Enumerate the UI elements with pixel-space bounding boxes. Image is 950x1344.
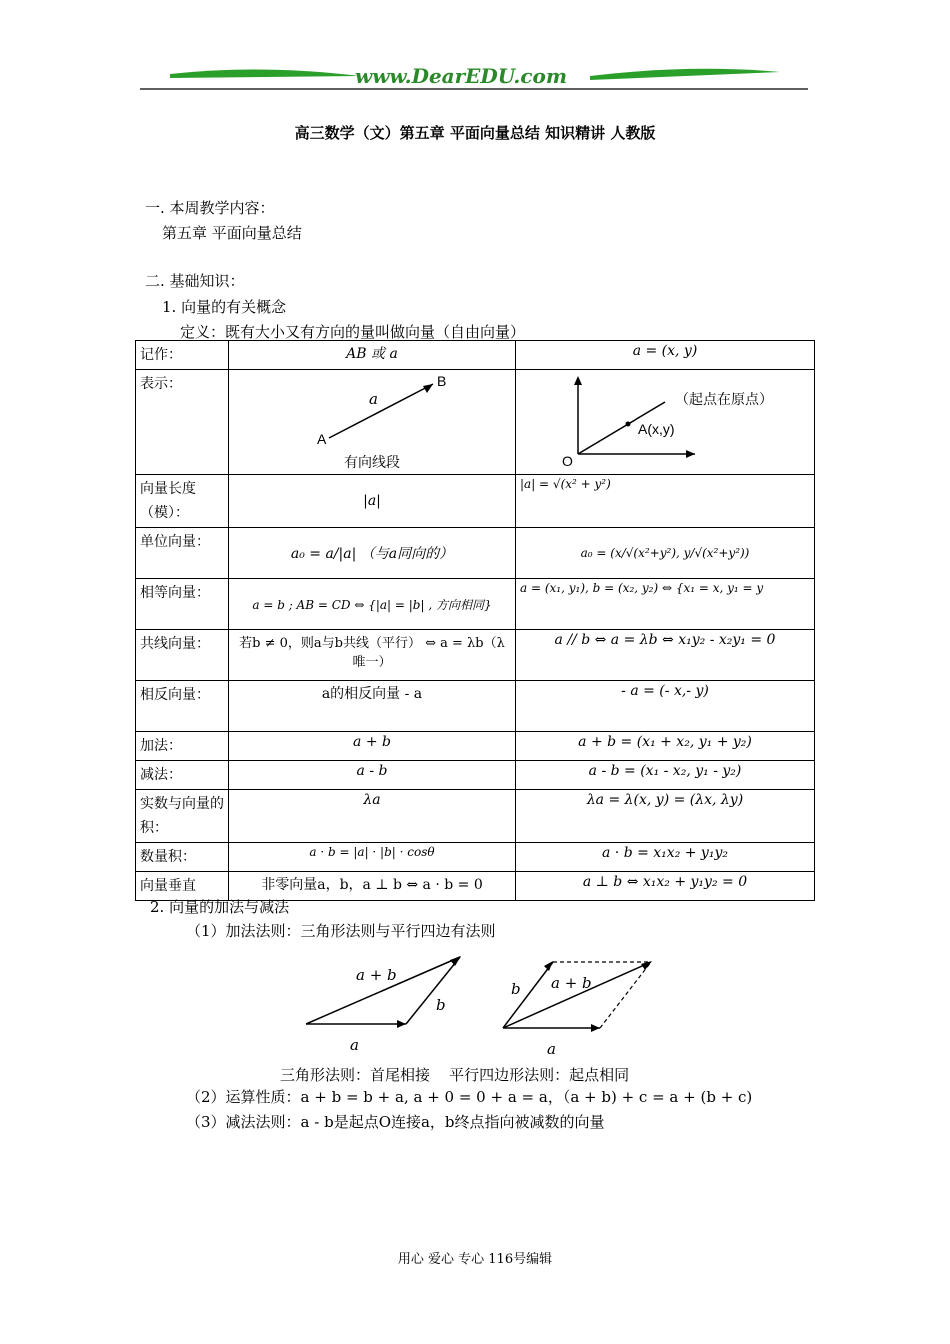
row-label: 向量垂直: [136, 872, 229, 901]
subtraction-rule: （3）减法法则：a - b是起点O连接a，b终点指向被减数的向量: [186, 1113, 605, 1131]
table-row: [136, 790, 815, 843]
table-row: [136, 630, 815, 681]
row-col2: AB 或 a: [229, 341, 516, 370]
row-col2: 若b ≠ 0，则a与b共线（平行） ⇔ a = λb（λ唯一）: [229, 630, 516, 681]
row-col2: a的相反向量 - a: [229, 681, 516, 732]
segment-caption: 有向线段: [344, 455, 400, 471]
row-col2: a - b: [229, 761, 516, 790]
row-col3: a = (x₁, y₁), b = (x₂, y₂) ⇔ {x₁ = x, y₁ = y: [516, 579, 815, 630]
row-col3: a - b = (x₁ - x₂, y₁ - y₂): [516, 761, 815, 790]
row-col3: a // b ⇔ a = λb ⇔ x₁y₂ - x₂y₁ = 0: [516, 630, 815, 681]
origin-vector-cell: [516, 370, 815, 475]
row-col2: |a|: [229, 475, 516, 528]
table-row: [136, 341, 815, 370]
row-label: 数量积：: [136, 843, 229, 872]
a-label: a: [350, 1036, 359, 1054]
table-row: [136, 732, 815, 761]
b-label: b: [511, 980, 521, 998]
origin-vector-diagram: [520, 372, 810, 466]
row-label: 单位向量：: [136, 528, 229, 579]
table-row: [136, 681, 815, 732]
row-col2: a + b: [229, 732, 516, 761]
page-footer: 用心 爱心 专心 116号编辑: [397, 1252, 553, 1267]
row-col3: a₀ = (x/√(x²+y²), y/√(x²+y²)): [516, 528, 815, 579]
label-A: A: [317, 431, 327, 447]
row-label: 加法：: [136, 732, 229, 761]
addition-rule: （1）加法法则：三角形法则与平行四边有法则: [186, 922, 496, 940]
definition-text: 定义：既有大小又有方向的量叫做向量（自由向量）: [180, 323, 526, 341]
directed-segment-cell: [229, 370, 516, 475]
row-col2: a = b ; AB = CD ⇔ {|a| = |b| , 方向相同}: [229, 579, 516, 630]
row-col3: a · b = x₁x₂ + y₁y₂: [516, 843, 815, 872]
row-col2: 非零向量a，b，a ⊥ b ⇔ a · b = 0: [229, 872, 516, 901]
section1-heading: 一. 本周教学内容：: [145, 199, 275, 217]
site-logo-text: www.DearEDU.com: [355, 64, 568, 88]
operation-properties: （2）运算性质：a + b = b + a, a + 0 = 0 + a = a，（a + b) + c = a + (b + c): [186, 1088, 753, 1106]
row-label: 记作：: [136, 341, 229, 370]
row-col3: a ⊥ b ⇔ x₁x₂ + y₁y₂ = 0: [516, 872, 815, 901]
point-label: A(x,y): [638, 421, 675, 437]
a-label: a: [547, 1040, 556, 1057]
section2-heading: 二. 基础知识：: [145, 272, 245, 290]
table-row: [136, 843, 815, 872]
origin-note: （起点在原点）: [675, 391, 773, 407]
vector-concepts-table: [135, 340, 815, 901]
page-title: 高三数学（文）第五章 平面向量总结 知识精讲 人教版: [294, 124, 656, 142]
sum-label: a + b: [356, 966, 397, 984]
row-col3: a = (x, y): [516, 341, 815, 370]
row-col3: - a = (- x,- y): [516, 681, 815, 732]
header-banner: [140, 60, 810, 94]
sum-label: a + b: [551, 974, 592, 992]
row-col2: λa: [229, 790, 516, 843]
table-row: [136, 579, 815, 630]
figure-caption: 三角形法则：首尾相接 平行四边形法则：起点相同: [280, 1066, 630, 1084]
table-row: [136, 528, 815, 579]
row-col2: a₀ = a/|a| （与a同向的）: [229, 528, 516, 579]
row-label: 相等向量：: [136, 579, 229, 630]
row-label: 向量长度（模）：: [136, 475, 229, 528]
row-col3: λa = λ(x, y) = (λx, λy): [516, 790, 815, 843]
row-label: 相反向量：: [136, 681, 229, 732]
section2-sub1: 1. 向量的有关概念: [162, 298, 287, 316]
directed-segment-diagram: [237, 372, 507, 452]
row-col2: a · b = |a| · |b| · cosθ: [229, 843, 516, 872]
row-label: 减法：: [136, 761, 229, 790]
triangle-rule-diagram: [298, 952, 478, 1057]
row-col3: |a| = √(x² + y²): [516, 475, 815, 528]
section1-content: 第五章 平面向量总结: [162, 224, 302, 242]
table-row: [136, 761, 815, 790]
b-label: b: [436, 996, 446, 1014]
parallelogram-rule-diagram: [495, 952, 665, 1057]
table-row: [136, 370, 815, 475]
table-row: [136, 475, 815, 528]
label-a: a: [369, 390, 378, 408]
row-label: 表示：: [136, 370, 229, 475]
row-col3: a + b = (x₁ + x₂, y₁ + y₂): [516, 732, 815, 761]
section3-heading: 2. 向量的加法与减法: [150, 898, 290, 916]
label-B: B: [437, 373, 447, 389]
row-label: 共线向量：: [136, 630, 229, 681]
origin-label: O: [562, 453, 573, 466]
row-label: 实数与向量的积：: [136, 790, 229, 843]
